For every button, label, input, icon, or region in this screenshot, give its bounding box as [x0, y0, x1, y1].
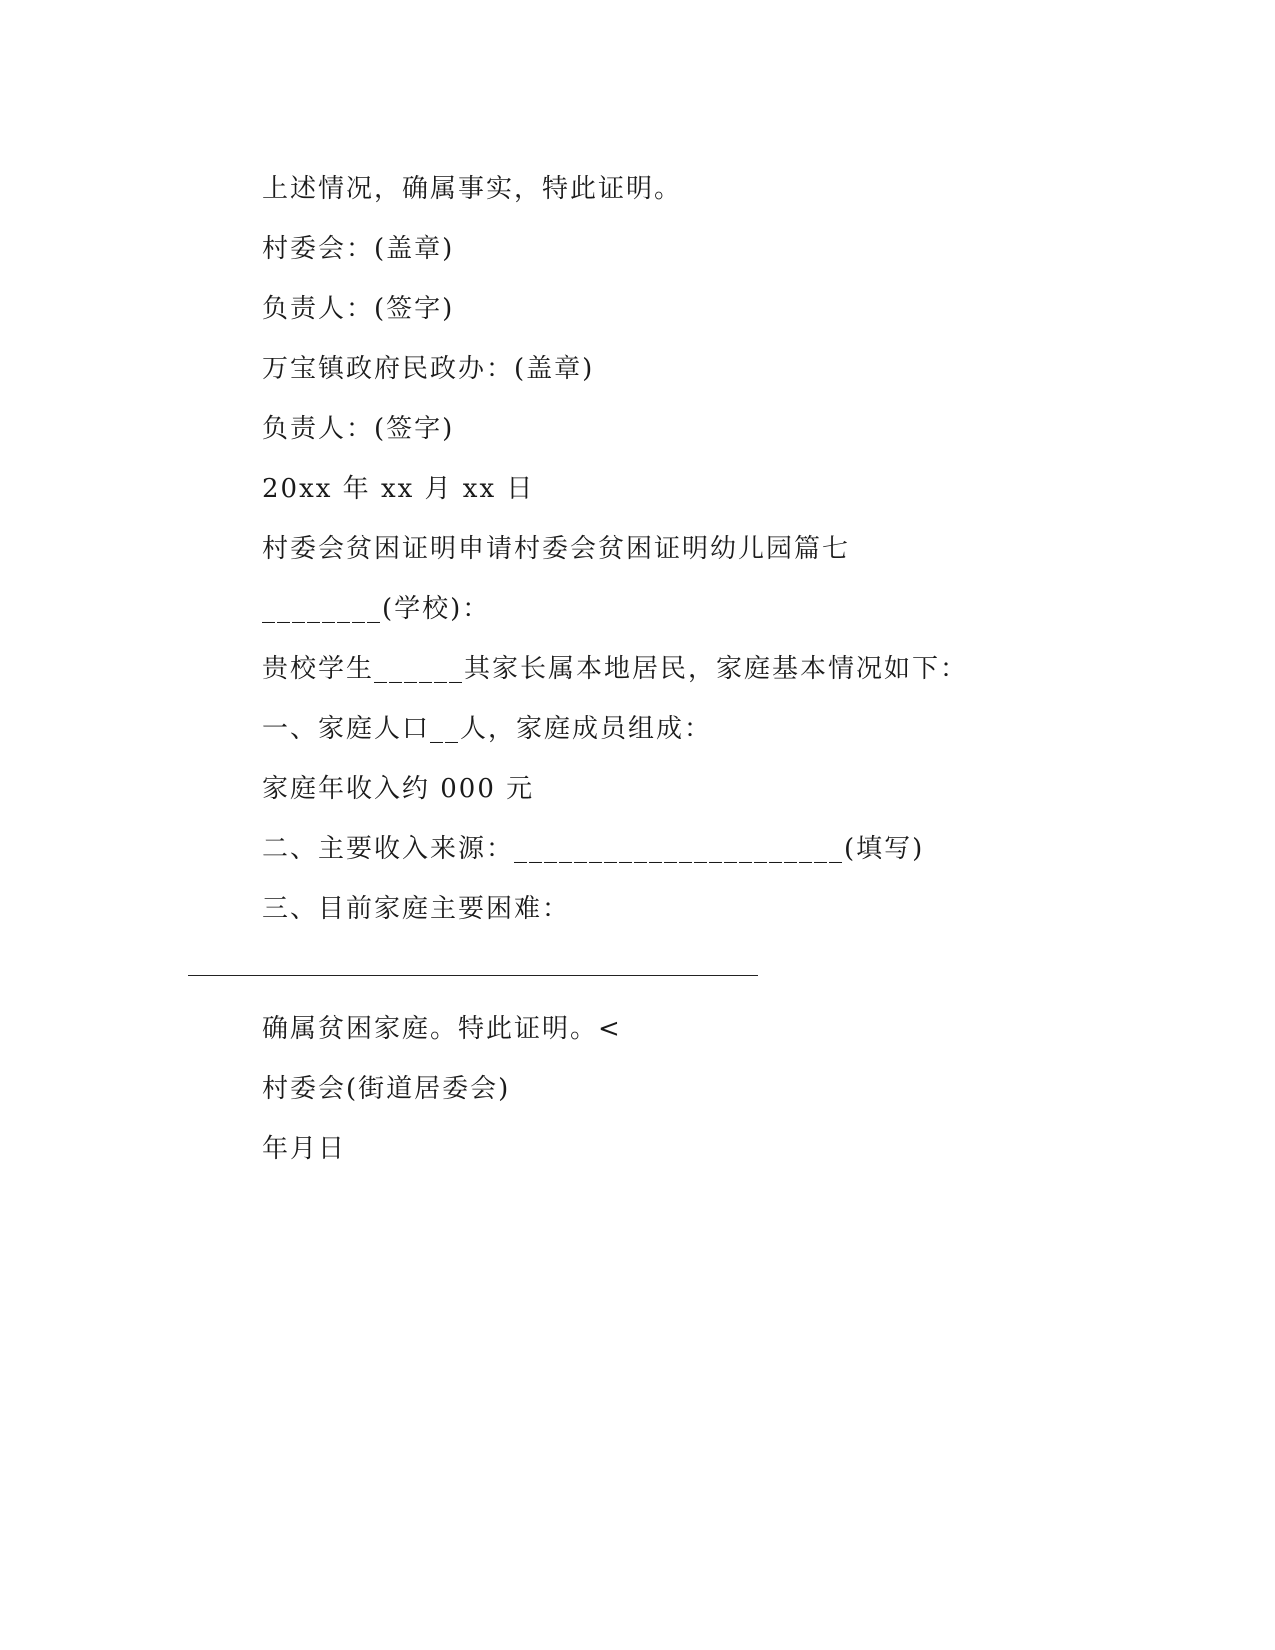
text-line-student-intro: 贵校学生______其家长属本地居民，家庭基本情况如下： [262, 654, 969, 684]
text-line-date-blank: 年月日 [262, 1134, 347, 1164]
text-line-annual-income: 家庭年收入约 000 元 [262, 774, 535, 804]
text-line-confirmation: 上述情况，确属事实，特此证明。 [262, 174, 683, 204]
fill-in-blank-rule [188, 975, 758, 976]
text-line-section-title: 村委会贫困证明申请村委会贫困证明幼儿园篇七 [262, 534, 851, 564]
text-line-civil-affairs-seal: 万宝镇政府民政办：(盖章) [262, 354, 595, 384]
text-line-responsible-signature-2: 负责人：(签字) [262, 414, 455, 444]
text-line-responsible-signature: 负责人：(签字) [262, 294, 455, 324]
text-line-committee-signoff: 村委会(街道居委会) [262, 1074, 511, 1104]
text-line-school-addressee: ________(学校)： [262, 594, 491, 624]
text-line-household-population: 一、家庭人口__人，家庭成员组成： [262, 714, 713, 744]
text-line-income-source: 二、主要收入来源：______________________(填写) [262, 834, 925, 864]
text-line-main-difficulties: 三、目前家庭主要困难： [262, 894, 571, 924]
text-line-village-committee-seal: 村委会：(盖章) [262, 234, 455, 264]
text-line-poverty-confirmation: 确属贫困家庭。特此证明。< [262, 1014, 622, 1044]
text-line-date: 20xx 年 xx 月 xx 日 [262, 474, 535, 504]
